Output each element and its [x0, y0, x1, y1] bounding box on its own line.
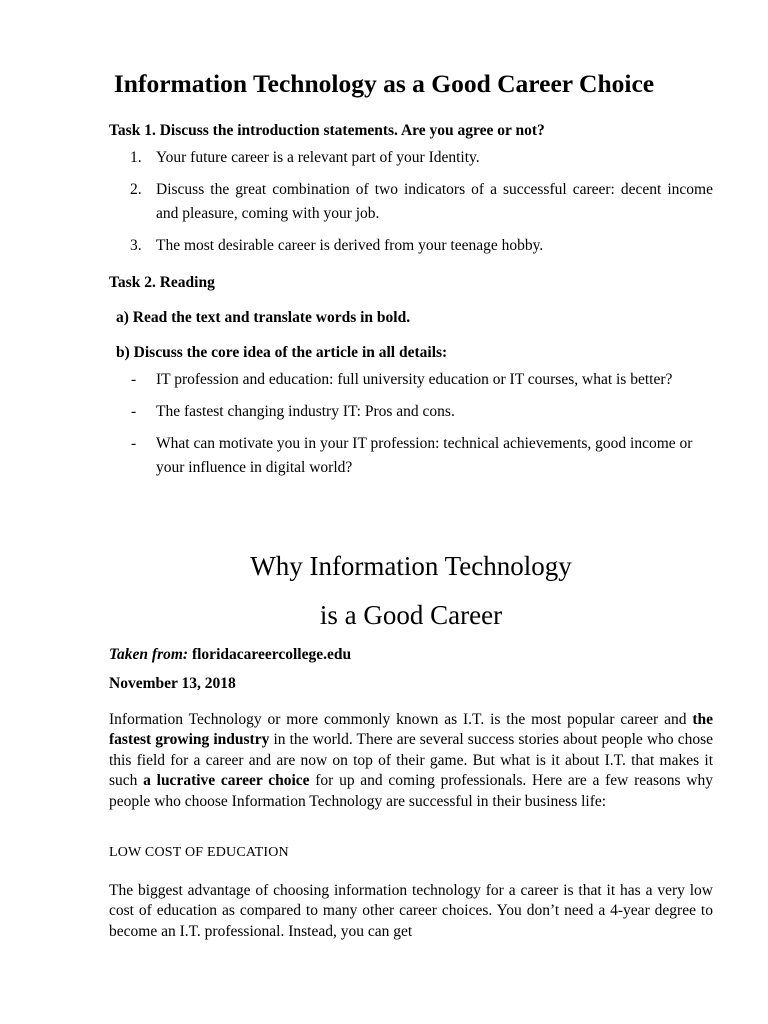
- task2-sub-a: a) Read the text and translate words in bold.: [116, 309, 411, 326]
- article-date: November 13, 2018: [109, 675, 236, 692]
- task1-list: [109, 146, 713, 258]
- dash-bullet: -: [131, 371, 137, 388]
- source-value: floridacareercollege.edu: [191, 646, 352, 663]
- task2-heading: Task 2. Reading: [109, 274, 215, 291]
- list-item: [109, 432, 713, 480]
- page-title: Information Technology as a Good Career Choice: [113, 69, 655, 98]
- list-item: [109, 146, 713, 170]
- dash-bullet: -: [131, 403, 137, 420]
- task2-sub-b: b) Discuss the core idea of the article in all details:: [116, 344, 448, 361]
- list-text: What can motivate you in your IT profession: technical achievements, good income or your influence in digital world?: [156, 435, 693, 476]
- list-item: [109, 400, 713, 424]
- source-line: [109, 644, 351, 666]
- bold-term: the fastest growing industry: [109, 711, 713, 749]
- article-title-line1: Why Information Technology: [250, 551, 572, 581]
- list-item: [109, 178, 713, 226]
- list-number: 1.: [130, 149, 142, 166]
- task1-heading: Task 1. Discuss the introduction statements. Are you agree or not?: [109, 122, 545, 139]
- list-item: [109, 234, 713, 258]
- paragraph-text: in the world. There are several success stories about people who chose this field for a career and are now on top of their game. But what is it about I.T. that makes it such: [109, 731, 714, 790]
- article-paragraph-1: [109, 710, 713, 812]
- paragraph-text: Information Technology or more commonly known as I.T. is the most popular career and: [109, 711, 693, 728]
- list-text: Discuss the great combination of two indicators of a successful career: decent income and pleasure, coming with your job.: [156, 181, 713, 222]
- article-title-line2: is a Good Career: [319, 600, 503, 630]
- article-paragraph-2: The biggest advantage of choosing information technology for a career is that it has a very low cost of education as compared to many other career choices. You don’t need a 4-year degree to become an I.T. professional. Instead, you can get: [109, 882, 713, 940]
- paragraph-text: for up and coming professionals. Here are a few reasons why people who choose Information Technology are successful in their business life:: [109, 772, 713, 810]
- source-label: Taken from:: [109, 646, 189, 663]
- list-text: The most desirable career is derived from your teenage hobby.: [156, 237, 544, 254]
- bold-term: a lucrative career choice: [143, 772, 310, 790]
- list-item: [109, 368, 713, 392]
- list-number: 2.: [130, 181, 142, 198]
- list-text: The fastest changing industry IT: Pros and cons.: [156, 403, 455, 420]
- dash-bullet: -: [131, 435, 137, 452]
- list-number: 3.: [130, 237, 142, 254]
- task2-bullet-list: [109, 368, 713, 480]
- list-text: Your future career is a relevant part of your Identity.: [156, 149, 480, 166]
- section-heading: LOW COST OF EDUCATION: [109, 845, 289, 860]
- list-text: IT profession and education: full university education or IT courses, what is better?: [156, 371, 673, 388]
